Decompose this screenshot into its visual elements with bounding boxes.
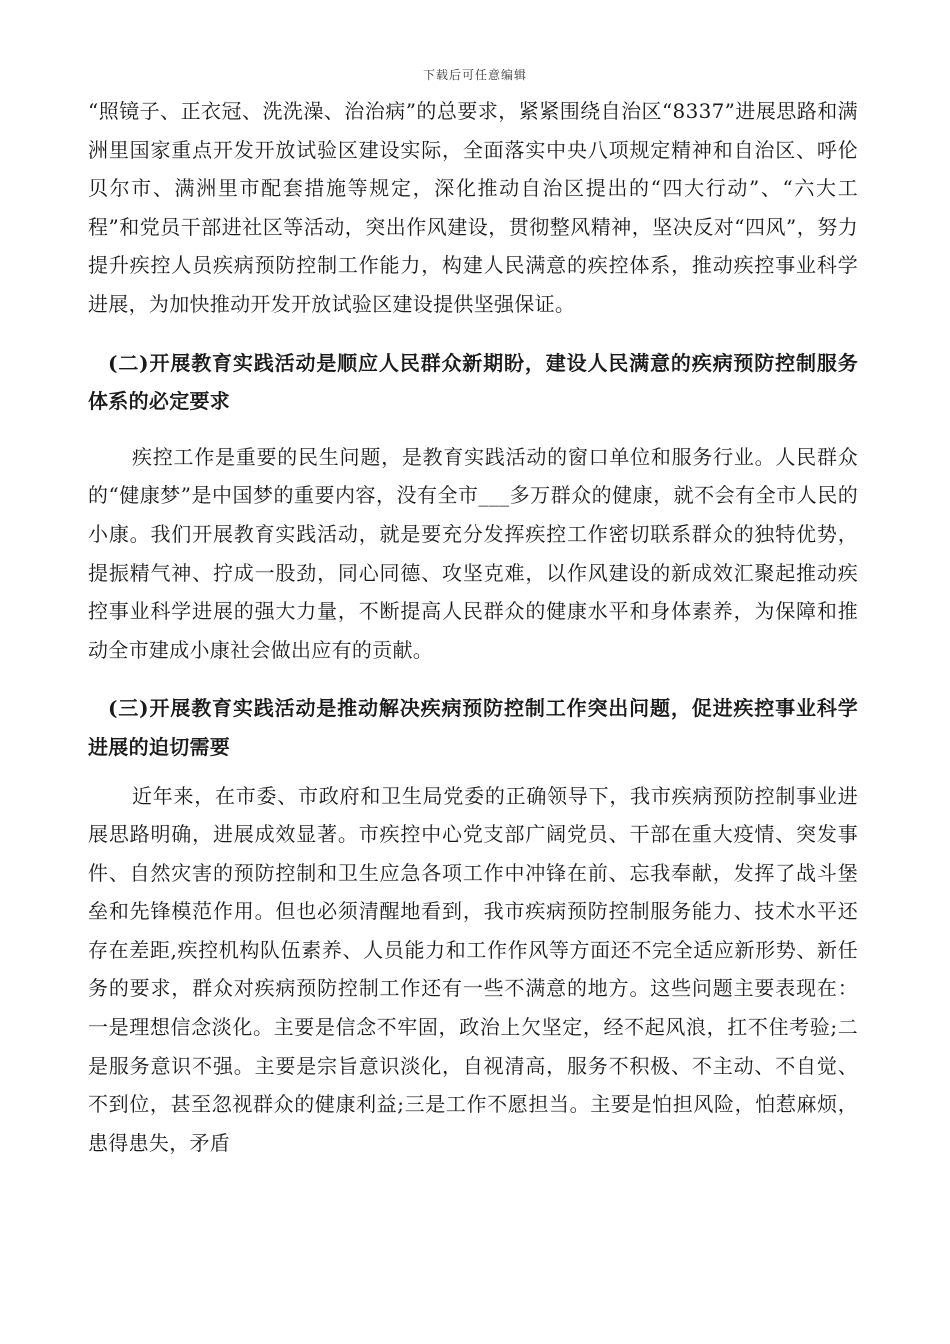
header-note: 下载后可任意编辑 xyxy=(422,68,527,82)
section-heading-2: (二)开展教育实践活动是顺应人民群众新期盼，建设人民满意的疾病预防控制服务体系的必定要求 xyxy=(88,350,858,414)
paragraph-section-2: 疾控工作是重要的民生问题，是教育实践活动的窗口单位和服务行业。人民群众的“健康梦”是中国梦的重要内容，没有全市___多万群众的健康，就不会有全市人民的小康。我们开展教育实践活动，就是要充分发挥疾控工作密切联系群众的独特优势，提振精气神、拧成一股劲，同心同德、攻坚克难，以作风建设的新成效汇聚起推动疾控事业科学进展的强大力量，不断提高人民群众的健康水平和身体素养，为保障和推动全市建成小康社会做出应有的贡献。 xyxy=(88,444,858,662)
paragraph-section-3: 近年来，在市委、市政府和卫生局党委的正确领导下，我市疾病预防控制事业进展思路明确，进展成效显著。市疾控中心党支部广阔党员、干部在重大疫情、突发事件、自然灾害的预防控制和卫生应急各项工作中冲锋在前、忘我奉献，发挥了战斗堡垒和先锋模范作用。但也必须清醒地看到，我市疾病预防控制服务能力、技术水平还存在差距,疾控机构队伍素养、人员能力和工作作风等方面还不完全适应新形势、新任务的要求，群众对疾病预防控制工作还有一些不满意的地方。这些问题主要表现在：一是理想信念淡化。主要是信念不牢固，政治上欠坚定，经不起风浪，扛不住考验;二是服务意识不强。主要是宗旨意识淡化，自视清高，服务不积极、不主动、不自觉、不到位，甚至忽视群众的健康利益;三是工作不愿担当。主要是怕担风险，怕惹麻烦，患得患失，矛盾 xyxy=(88,783,858,1155)
document-body xyxy=(88,92,858,1162)
paragraph-continuation: “照镜子、正衣冠、洗洗澡、治治病”的总要求，紧紧围绕自治区“8337”进展思路和满洲里国家重点开发开放试验区建设实际，全面落实中央八项规定精神和自治区、呼伦贝尔市、满洲里市配套措施等规定，深化推动自治区提出的“四大行动”、“六大工程”和党员干部进社区等活动，突出作风建设，贯彻整风精神，坚决反对“四风”，努力提升疾控人员疾病预防控制工作能力，构建人民满意的疾控体系，推动疾控事业科学进展，为加快推动开发开放试验区建设提供坚强保证。 xyxy=(88,99,858,316)
section-heading-3: (三)开展教育实践活动是推动解决疾病预防控制工作突出问题，促进疾控事业科学进展的迫切需要 xyxy=(88,696,858,759)
